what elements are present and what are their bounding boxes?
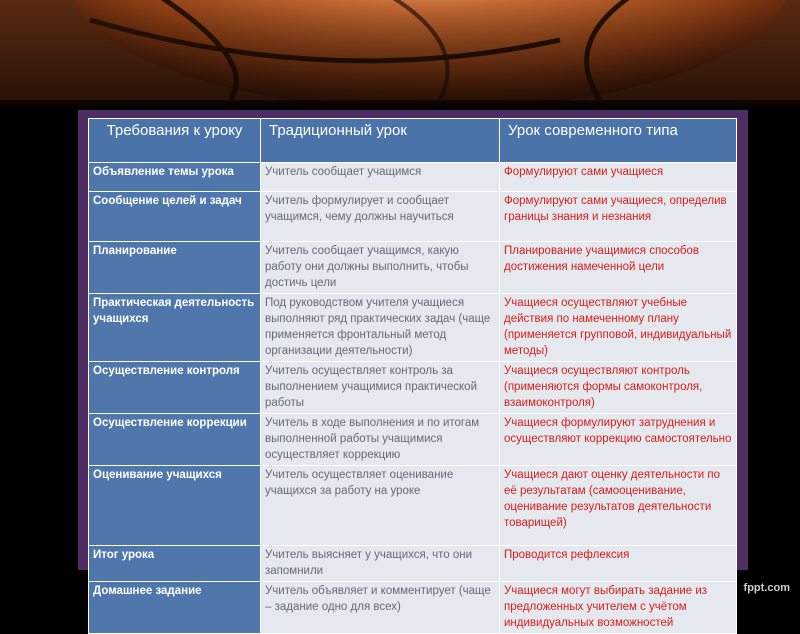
row-requirement: Осуществление контроля [89,362,261,414]
row-modern: Учащиеся формулируют затруднения и осуществляют коррекцию самостоятельно [500,414,737,466]
table-row [89,546,737,582]
row-traditional: Учитель осуществляет контроль за выполнением учащимися практической работы [261,362,500,414]
row-requirement: Планирование [89,242,261,294]
row-requirement: Объявление темы урока [89,163,261,192]
row-requirement: Домашнее задание [89,582,261,634]
row-traditional: Учитель осуществляет оценивание учащихся за работу на уроке [261,466,500,546]
table-row [89,466,737,546]
row-requirement: Практическая деятельность учащихся [89,294,261,362]
header-traditional: Традиционный урок [261,119,500,163]
row-traditional: Учитель объявляет и комментирует (чаще – задание одно для всех) [261,582,500,634]
row-modern: Учащиеся дают оценку деятельности по её результатам (самооценивание, оценивание результатов деятельности товарищей) [500,466,737,546]
table-header-row [89,119,737,163]
table-row [89,163,737,192]
basketball-banner [0,0,800,100]
table-row [89,414,737,466]
row-modern: Планирование учащимися способов достижения намеченной цели [500,242,737,294]
row-traditional: Учитель сообщает учащимся [261,163,500,192]
banner-shadow [0,100,800,110]
row-requirement: Итог урока [89,546,261,582]
row-modern: Формулируют сами учащиеся, определив границы знания и незнания [500,192,737,242]
row-requirement: Осуществление коррекции [89,414,261,466]
row-modern: Учащиеся осуществляют контроль (применяются формы самоконтроля, взаимоконтроля) [500,362,737,414]
row-traditional: Учитель сообщает учащимся, какую работу они должны выполнить, чтобы достичь цели [261,242,500,294]
row-traditional: Учитель формулирует и сообщает учащимся, чему должны научиться [261,192,500,242]
row-requirement: Оценивание учащихся [89,466,261,546]
comparison-table [88,118,737,634]
table-row [89,294,737,362]
table-row [89,362,737,414]
comparison-table-container [88,118,738,629]
fppt-logo: fppt.com [743,582,790,594]
row-requirement: Сообщение целей и задач [89,192,261,242]
row-traditional: Под руководством учителя учащиеся выполняют ряд практических задач (чаще применяется фронтальный метод организации деятельности) [261,294,500,362]
row-modern: Проводится рефлексия [500,546,737,582]
row-traditional: Учитель выясняет у учащихся, что они запомнили [261,546,500,582]
row-traditional: Учитель в ходе выполнения и по итогам выполненной работы учащимися осуществляет коррекцию [261,414,500,466]
table-row [89,192,737,242]
row-modern: Учащиеся могут выбирать задание из предложенных учителем с учётом индивидуальных возможностей [500,582,737,634]
basketball-image [0,0,800,100]
header-modern: Урок современного типа [500,119,737,163]
table-row [89,582,737,634]
table-row [89,242,737,294]
header-requirements: Требования к уроку [89,119,261,163]
row-modern: Учащиеся осуществляют учебные действия по намеченному плану (применяется групповой, индивидуальный методы) [500,294,737,362]
row-modern: Формулируют сами учащиеся [500,163,737,192]
